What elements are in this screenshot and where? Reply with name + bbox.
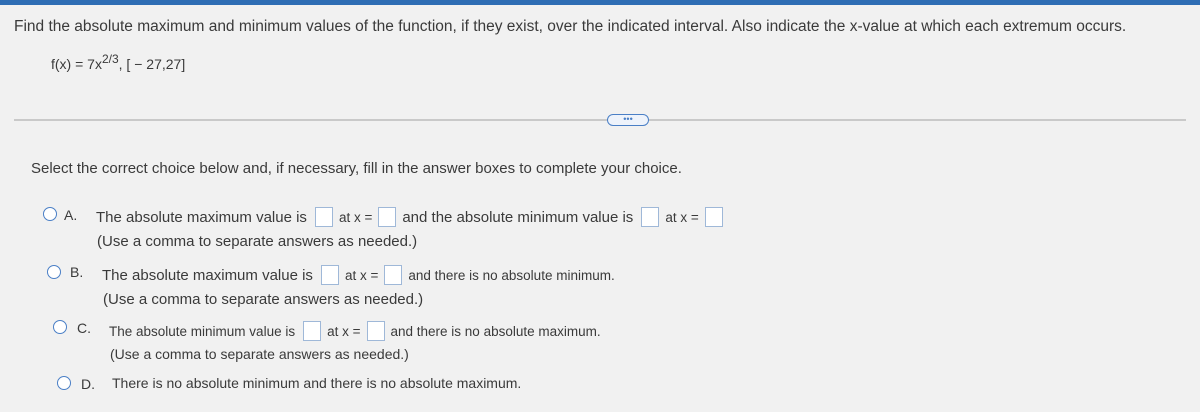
radio-choice-a[interactable] [43, 207, 57, 221]
more-options-button[interactable]: ••• [607, 114, 649, 126]
question-text: Find the absolute maximum and minimum values of the function, if they exist, over the indicated interval. Also indicate the x-value at which each extremum occurs. [14, 18, 1127, 35]
function-base: f(x) = 7x [51, 56, 102, 72]
function-exponent: 2/3 [101, 52, 119, 66]
choice-c-text-2: at x = [327, 323, 361, 339]
radio-choice-c[interactable] [53, 320, 67, 334]
function-formula [51, 52, 186, 72]
choice-a-min-value-box[interactable] [641, 207, 659, 227]
choice-c-text-3: and there is no absolute maximum. [390, 323, 601, 339]
radio-choice-b[interactable] [47, 265, 61, 279]
choice-c-min-value-box[interactable] [303, 321, 321, 341]
choice-a-letter: A. [64, 207, 78, 223]
choice-b-text-1: The absolute maximum value is [102, 266, 313, 284]
choice-d-letter: D. [81, 376, 95, 392]
radio-choice-d[interactable] [57, 376, 71, 390]
instruction-text: Select the correct choice below and, if necessary, fill in the answer boxes to complete your choice. [31, 160, 682, 177]
choice-b-letter: B. [70, 264, 84, 280]
choice-c-letter: C. [77, 320, 91, 336]
choice-c-text-1: The absolute minimum value is [109, 323, 296, 339]
choice-b-max-value-box[interactable] [321, 265, 339, 285]
choice-a-max-value-box[interactable] [315, 207, 333, 227]
function-interval: , [ − 27,27] [118, 56, 186, 72]
choice-c-min-x-box[interactable] [367, 321, 385, 341]
choice-a-min-x-box[interactable] [705, 207, 723, 227]
choice-b-note: (Use a comma to separate answers as needed.) [103, 291, 424, 308]
choice-a-text-2: at x = [338, 209, 373, 225]
choice-b-text-2: at x = [344, 267, 379, 283]
top-accent-bar [0, 0, 1200, 5]
choice-d-text: There is no absolute minimum and there is no absolute maximum. [112, 375, 522, 391]
choice-b-max-x-box[interactable] [384, 265, 402, 285]
choice-a-text-1: The absolute maximum value is [96, 208, 307, 226]
choice-a-text-3: and the absolute minimum value is [402, 208, 634, 226]
choice-a-note: (Use a comma to separate answers as needed.) [97, 233, 418, 250]
choice-b-text-3: and there is no absolute minimum. [408, 267, 615, 283]
choice-a-max-x-box[interactable] [378, 207, 396, 227]
choice-c-note: (Use a comma to separate answers as needed.) [110, 346, 409, 362]
section-divider [14, 119, 1186, 121]
choice-a-text-4: at x = [665, 209, 699, 225]
